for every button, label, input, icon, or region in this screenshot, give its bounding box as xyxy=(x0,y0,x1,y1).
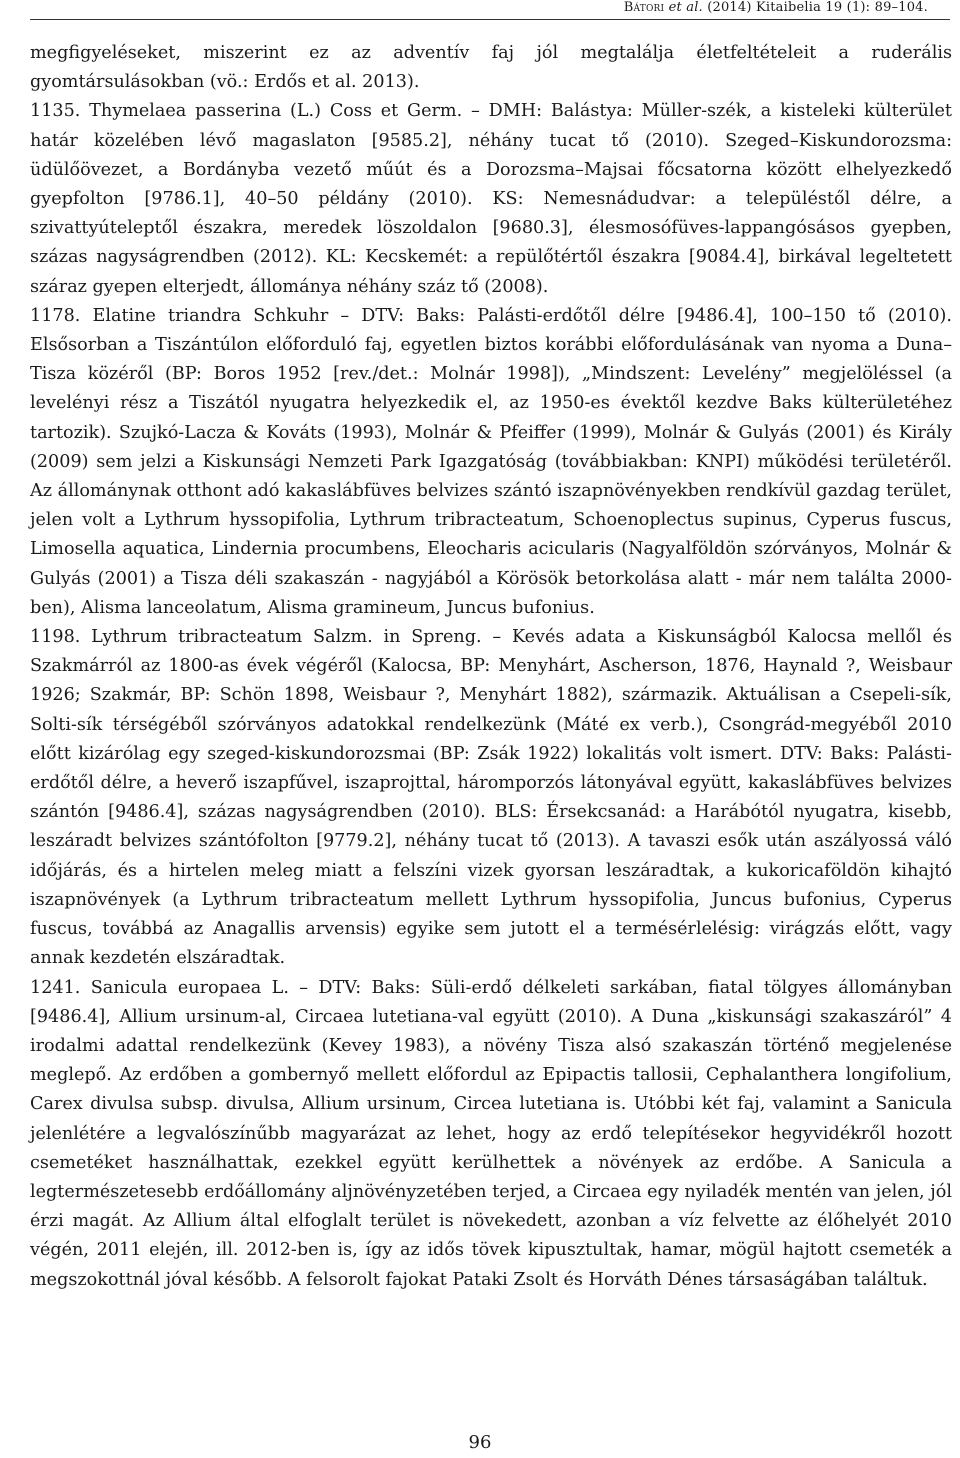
paragraph-1198-lythrum: 1198. Lythrum tribracteatum Salzm. in Spreng. – Kevés adata a Kiskunságból Kalocsa mellől és Szakmárról az 1800-as évek végéről (Kalocsa, BP: Menyhárt, Ascherson, 1876, Haynald ?, Weisbaur 1926; Szakmár, BP: Schön 1898, Weisbaur ?, Menyhárt 1882), származik. Aktuálisan a Csepeli-sík, Solti-sík térségéből szórványos adatokkal rendelkezünk (Máté ex verb.), Csongrád-megyéből 2010 előtt kizárólag egy szeged-kiskundorozsmai (BP: Zsák 1922) lokalitás volt ismert. DTV: Baks: Palásti-erdőtől délre, a heverő iszapfűvel, iszaprojttal, háromporzós látonyával együtt, kakaslábfüves belvizes szántón [9486.4], százas nagyságrendben (2010). BLS: Érsekcsanád: a Harábótól nyugatra, kisebb, leszáradt belvizes szántófolton [9779.2], néhány tucat tő (2013). A tavaszi esők után aszályossá váló időjárás, és a hirtelen meleg miatt a felszíni vizek gyorsan leszáradtak, a kukoricaföldön kihajtó iszapnövények (a Lythrum tribracteatum mellett Lythrum hyssopifolia, Juncus bufonius, Cyperus fuscus, továbbá az Anagallis arvensis) egyike sem jutott el a termésérlelésig: virágzás előtt, vagy annak kezdetén elszáradtak. xyxy=(30,627,952,969)
paragraph-1135-thymelaea: 1135. Thymelaea passerina (L.) Coss et Germ. – DMH: Balástya: Müller-szék, a kisteleki külterület határ közelében lévő magaslaton [9585.2], néhány tucat tő (2010). Szeged–Kiskundorozsma: üdülőövezet, a Bordányba vezető műút és a Dorozsma–Majsai főcsatorna között elhelyezkedő gyepfolton [9786.1], 40–50 példány (2010). KS: Nemesnádudvar: a településtől délre, a szivattyúteleptől északra, meredek löszoldalon [9680.3], élesmosófüves-lappangósásos gyepben, százas nagyságrendben (2012). KL: Kecskemét: a repülőtértől északra [9084.4], birkával legeltetett száraz gyepen elterjedt, állománya néhány száz tő (2008). xyxy=(30,101,952,297)
header-authors: Bátori xyxy=(623,0,665,15)
header-etal: et al. xyxy=(664,0,703,15)
running-header xyxy=(0,0,960,18)
paragraph-intro: megfigyeléseket, miszerint ez az adventív faj jól megtalálja életfeltételeit a ruderális gyomtársulásokban (vö.: Erdős et al. 2013). xyxy=(30,43,952,93)
paragraph-1178-elatine: 1178. Elatine triandra Schkuhr – DTV: Baks: Palásti-erdőtől délre [9486.4], 100–150 tő (2010). Elsősorban a Tiszántúlon előforduló faj, egyetlen biztos korábbi előfordulásának van nyoma a Duna–Tisza közéről (BP: Boros 1952 [rev./det.: Molnár 1998]), „Mindszent: Levelény” megjelöléssel (a levelényi rész a Tiszától nyugatra helyezkedik el, az 1950-es évektől kezdve Baks külterületéhez tartozik). Szujkó-Lacza & Kováts (1993), Molnár & Pfeiffer (1999), Molnár & Gulyás (2001) és Király (2009) sem jelzi a Kiskunsági Nemzeti Park Igazgatóság (továbbiakban: KNPI) működési területéről. Az állománynak otthont adó kakaslábfüves belvizes szántó iszapnövényekben rendkívül gazdag terület, jelen volt a Lythrum hyssopifolia, Lythrum tribracteatum, Schoenoplectus supinus, Cyperus fuscus, Limosella aquatica, Lindernia procumbens, Eleocharis acicularis (Nagyalföldön szórványos, Molnár & Gulyás (2001) a Tisza déli szakaszán - nagyjából a Körösök betorkolása alatt - már nem találta 2000-ben), Alisma lanceolatum, Alisma gramineum, Juncus bufonius. xyxy=(30,305,952,618)
header-citation: (2014) Kitaibelia 19 (1): 89–104. xyxy=(702,0,928,15)
paragraph-1241-sanicula: 1241. Sanicula europaea L. – DTV: Baks: Süli-erdő délkeleti sarkában, fiatal tölgyes állományban [9486.4], Allium ursinum-al, Circaea lutetiana-val együtt (2010). A Duna „kiskunsági szakaszáról” 4 irodalmi adattal rendelkezünk (Kevey 1983), a növény Tisza alsó szakaszán történő megjelenése meglepő. Az erdőben a gombernyő mellett előfordul az Epipactis tallosii, Cephalanthera longifolium, Carex divulsa subsp. divulsa, Allium ursinum, Circea lutetiana is. Utóbbi két faj, valamint a Sanicula jelenlétére a legvalószínűbb magyarázat az lehet, hogy az erdő telepítésekor hegyvidékről hozott csemetéket használhattak, ezekkel együtt kerülhettek a növények az erdőbe. A Sanicula a legtermészetesebb erdőállomány aljnövényzetében terjed, a Circaea egy nyiladék mentén van jelen, jól érzi magát. Az Allium által elfoglalt terület is növekedett, azonban a víz felvette az élőhelyét 2010 végén, 2011 elején, ill. 2012-ben is, így az idős tövek kipusztultak, hamar, mögül hajtott csemeték a megszokottnál jóval később. A felsorolt fajokat Pataki Zsolt és Horváth Dénes társaságában találtuk. xyxy=(30,977,952,1290)
page-number: 96 xyxy=(468,1432,492,1453)
article-body xyxy=(30,39,952,1295)
header-rule xyxy=(30,19,950,20)
